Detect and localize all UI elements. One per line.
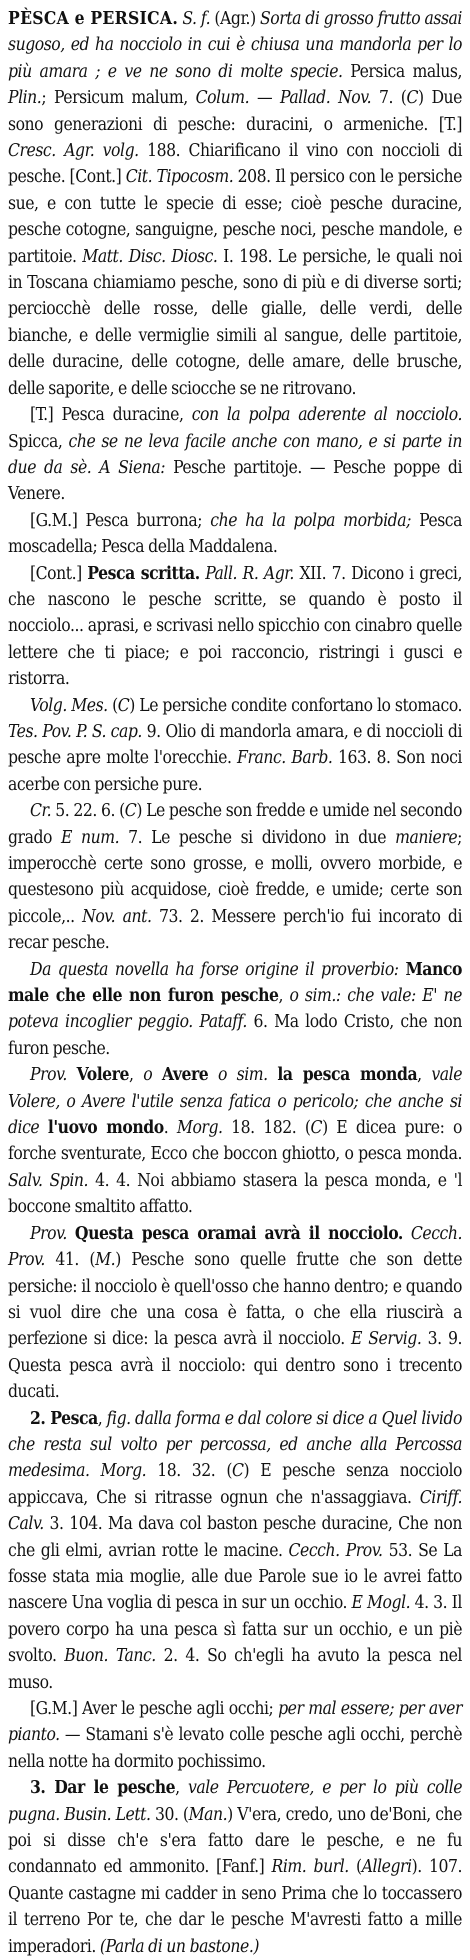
- text-run: [152, 1065, 162, 1085]
- italic-text: C: [124, 801, 137, 822]
- text-run: 2. 4. So ch'egli ha avuto la pesca nel muso.: [8, 1646, 462, 1693]
- text-run: 9. Olio di mandorla amara, e di noccioli di pesche apre molte l'orecchie.: [8, 721, 462, 769]
- text-run: [39, 1118, 48, 1138]
- italic-text: che ha la polpa morbida;: [210, 510, 411, 531]
- text-run: 4. 3. Il povero corpo ha una pesca sì fatta sur un occhio, e un piè svolto.: [8, 1593, 462, 1667]
- text-run: ,: [278, 986, 290, 1007]
- bold-phrase: Questa pesca oramai avrà il nocciolo.: [74, 1223, 403, 1244]
- text-run: (: [107, 695, 118, 716]
- text-run: 188. Chiarificano il vino con noccioli di pesche. [Cont.]: [8, 141, 462, 188]
- text-run: Spicca,: [8, 431, 69, 452]
- italic-text: fig. dalla forma e dal colore si dice a Quel livido che resta sul volto per percossa, ed anche alla Percossa medesima. Morg.: [8, 1408, 462, 1482]
- bold-phrase: 2. Pesca: [30, 1408, 98, 1429]
- bold-phrase: Volere: [76, 1065, 129, 1086]
- entry-subsense-paragraph: [8, 957, 462, 1063]
- text-run: —: [249, 88, 281, 109]
- text-run: [G.M.] Aver le pesche agli occhi;: [30, 1699, 279, 1719]
- italic-text: (Parla di un bastone.): [99, 1936, 259, 1957]
- entry-subsense-paragraph: [8, 693, 462, 799]
- text-run: [208, 1065, 218, 1085]
- text-run: ,: [129, 1065, 144, 1086]
- text-run: 7. (: [371, 88, 407, 109]
- text-run: 208. Il persico con le persiche sue, e con tutte le specie di esse; cioè pesche duracine, pesche cotogne, sanguigne, pesche noci, pesche mandole, e partitoie.: [8, 167, 462, 267]
- entry-subsense-paragraph: [8, 508, 462, 561]
- entry-subsense-paragraph: [8, 1221, 462, 1406]
- italic-text: C: [310, 1118, 323, 1139]
- text-run: [G.M.] Pesca burrona;: [30, 510, 211, 531]
- italic-text: C: [406, 88, 418, 109]
- italic-text: Allegri: [361, 1857, 412, 1878]
- italic-text: Matt. Disc. Diosc.: [82, 246, 218, 267]
- entry-definition-paragraph: [8, 6, 462, 402]
- text-run: Pesca moscadella; Pesca della Maddalena.: [8, 510, 462, 558]
- text-run: ,: [417, 1065, 432, 1086]
- entry-subsense-paragraph: [8, 402, 462, 508]
- italic-text: Buon. Tanc.: [64, 1646, 156, 1667]
- text-run: ) Le pesche son fredde e umide nel secondo grado: [8, 801, 462, 848]
- text-run: ,: [175, 1778, 188, 1799]
- bold-phrase: Pesca scritta.: [87, 563, 200, 584]
- text-run: ) E dicea pure: o forche sventurate, Ecco che boccon ghiotto, o pesca monda.: [8, 1118, 462, 1165]
- italic-text: Pallad. Nov.: [280, 88, 372, 109]
- italic-text: che se ne leva facile anche con mano, e si parte in due da sè. A Siena:: [8, 431, 462, 478]
- text-run: 5. 22. 6. (: [51, 801, 125, 822]
- italic-text: Rim. burl.: [271, 1857, 349, 1878]
- text-run: 7. Le pesche si dividono in due: [119, 827, 396, 848]
- text-run: ; imperocchè certe sono grosse, e molli, ovvero morbide, e questesono più acquidose, cioè fredde, e umide; certe son piccole,..: [8, 827, 462, 927]
- italic-text: Ciriff. Calv.: [8, 1487, 462, 1535]
- italic-text: Franc. Barb.: [237, 748, 333, 769]
- italic-text: S. f.: [182, 9, 211, 29]
- italic-text: Man.: [188, 1804, 228, 1825]
- italic-text: C: [117, 695, 130, 716]
- bold-phrase: 3. Dar le pesche: [30, 1778, 176, 1799]
- text-run: (Agr.): [210, 9, 261, 29]
- italic-text: Cresc. Agr. volg.: [8, 141, 139, 162]
- italic-text: Volg. Mes.: [30, 695, 108, 716]
- entry-subsense-paragraph: [8, 1775, 462, 1960]
- italic-text: Morg.: [176, 1118, 223, 1139]
- text-run: 53. Se La fosse stata mia moglie, alle due Parole sue io le avrei fatto nascere Una voglia di pesca in sur un occhio.: [8, 1540, 462, 1614]
- text-run: [T.] Pesca duracine,: [30, 405, 192, 426]
- entry-subsense-paragraph: [8, 1696, 462, 1775]
- entry-subsense-paragraph: [8, 561, 462, 693]
- italic-text: Prov.: [30, 1223, 67, 1244]
- italic-text: Nov. ant.: [82, 906, 152, 927]
- text-run: XII. 7. Dicono i greci, che nascono le pesche scritte, se quando è posto il nocciolo... aprasi, e scrivasi nello spicchio con cinabro quelle lettere che ti piace; e poi racconcio, ristringi i gusci e ristorra.: [8, 563, 462, 690]
- text-run: 163. 8. Son noci acerbe con persiche pure.: [8, 748, 462, 795]
- text-run: 3. 104. Ma dava col baston pesche duracine, Che non che gli elmi, avrian rotte le macine.: [8, 1514, 462, 1561]
- entry-subsense-paragraph: [8, 1406, 462, 1696]
- text-run: 41. (: [44, 1250, 96, 1271]
- italic-text: o sim.: [217, 1065, 268, 1086]
- text-run: .: [163, 1118, 177, 1139]
- text-run: ) V'era, credo, uno de'Boni, che poi si disse ch'e s'era fatto dare le pesche, e ne fu condannato ed ammonito. [Fanf.]: [8, 1804, 462, 1878]
- italic-text: o: [143, 1065, 153, 1086]
- bold-phrase: la pesca monda: [277, 1065, 418, 1086]
- text-run: Pesche partitoje. — Pesche poppe di Venere.: [8, 457, 462, 505]
- italic-text: o sim.: che vale: E' ne poteva incoglier peggio. Pataff.: [8, 986, 462, 1033]
- italic-text: E num.: [61, 827, 120, 848]
- italic-text: Plin.: [8, 88, 42, 109]
- text-run: [Cont.]: [30, 563, 88, 584]
- italic-text: E Mogl.: [351, 1593, 411, 1614]
- italic-text: C: [232, 1461, 244, 1482]
- text-run: ) Pesche sono quelle frutte che son dette persiche: il nocciolo è quell'osso che hanno dentro; e quando si vuol dire che una cosa è fatta, o che ella riuscirà a perfezione si dice: la pesca avrà il nocciolo.: [8, 1250, 463, 1350]
- italic-text: Cecch. Prov.: [8, 1223, 462, 1271]
- text-run: ) Le persiche condite confortano lo stomaco.: [129, 695, 462, 716]
- italic-text: Tes. Pov. P. S. cap.: [8, 721, 142, 742]
- italic-text: Prov.: [30, 1065, 67, 1086]
- italic-text: Cit. Tipocosm.: [125, 167, 234, 188]
- text-run: 30. (: [150, 1804, 189, 1825]
- italic-text: Da questa novella ha forse origine il proverbio:: [30, 959, 399, 980]
- italic-text: Cr.: [30, 801, 52, 822]
- italic-text: M.: [95, 1250, 116, 1271]
- italic-text: con la polpa aderente al nocciolo.: [191, 405, 462, 426]
- text-run: ). 107. Quante castagne mi cadder in seno Prima che lo toccassero il terreno Por te, che dar le pesche M'avresti fatto a mille imperadori.: [8, 1857, 462, 1957]
- italic-text: Pall. R. Agr.: [205, 563, 294, 584]
- italic-text: vale Volere, o Avere l'utile senza fatica o pericolo; che anche si dice: [8, 1065, 462, 1139]
- text-run: 3. 9. Questa pesca avrà il nocciolo: qui dentro sono i trecento ducati.: [8, 1329, 462, 1403]
- italic-text: Sorta di grosso frutto assai sugoso, ed ha nocciolo in cui è chiusa una mandorla per lo più amara ; e ve ne sono di molte specie.: [8, 9, 462, 82]
- entry-subsense-paragraph: [8, 1062, 462, 1220]
- text-run: ) E pesche senza nocciolo appiccava, Che si ritrasse ognun che n'assaggiava.: [8, 1461, 462, 1508]
- text-run: [268, 1065, 278, 1085]
- text-run: 18. 182. (: [222, 1118, 311, 1139]
- text-run: Persica malus,: [342, 61, 463, 82]
- italic-text: Salv. Spin.: [8, 1170, 89, 1191]
- italic-text: maniere: [395, 827, 458, 848]
- bold-phrase: l'uovo mondo: [47, 1118, 164, 1139]
- italic-text: Colum.: [195, 88, 250, 109]
- bold-phrase: Manco male che elle non furon pesche: [8, 959, 462, 1007]
- text-run: ,: [97, 1408, 107, 1429]
- italic-text: E Servig.: [351, 1329, 422, 1350]
- text-run: I. 198. Le persiche, le quali noi in Toscana chiamiamo pesche, sono di più e di diverse sorti; perciocchè delle rosse, delle gialle, delle verdi, delle bianche, e delle vermiglie simili al sangue, delle partitoie, delle duracine, delle cotogne, delle amare, delle brusche, delle saporite, e delle sciocche se ne ritrovano.: [8, 246, 463, 399]
- entry-subsense-paragraph: [8, 798, 462, 956]
- text-run: 18. 32. (: [146, 1461, 233, 1482]
- text-run: ; Persicum malum,: [41, 88, 196, 109]
- italic-text: Cecch. Prov.: [288, 1540, 383, 1561]
- text-run: ) Due sono generazioni di pesche: duracini, o armeniche. [T.]: [8, 88, 462, 135]
- text-run: [403, 1224, 411, 1244]
- text-run: (: [348, 1857, 362, 1878]
- text-run: — Stamani s'è levato colle pesche agli occhi, perchè nella notte ha dormito pochissimo.: [8, 1725, 462, 1772]
- bold-phrase: Avere: [161, 1065, 209, 1086]
- text-run: [67, 1065, 77, 1085]
- headword: PÈSCA e PERSICA.: [8, 9, 179, 29]
- text-run: 4. 4. Noi abbiamo stasera la pesca monda, e 'l boccone smaltito affatto.: [8, 1170, 462, 1218]
- text-run: [67, 1224, 75, 1244]
- italic-text: per mal essere; per aver pianto.: [8, 1699, 463, 1746]
- text-run: 6. Ma lodo Cristo, che non furon pesche.: [8, 1012, 462, 1059]
- text-run: 73. 2. Messere perch'io fui incorato di recar pesche.: [8, 906, 462, 954]
- italic-text: vale Percuotere, e per lo più colle pugna. Busin. Lett.: [8, 1778, 462, 1825]
